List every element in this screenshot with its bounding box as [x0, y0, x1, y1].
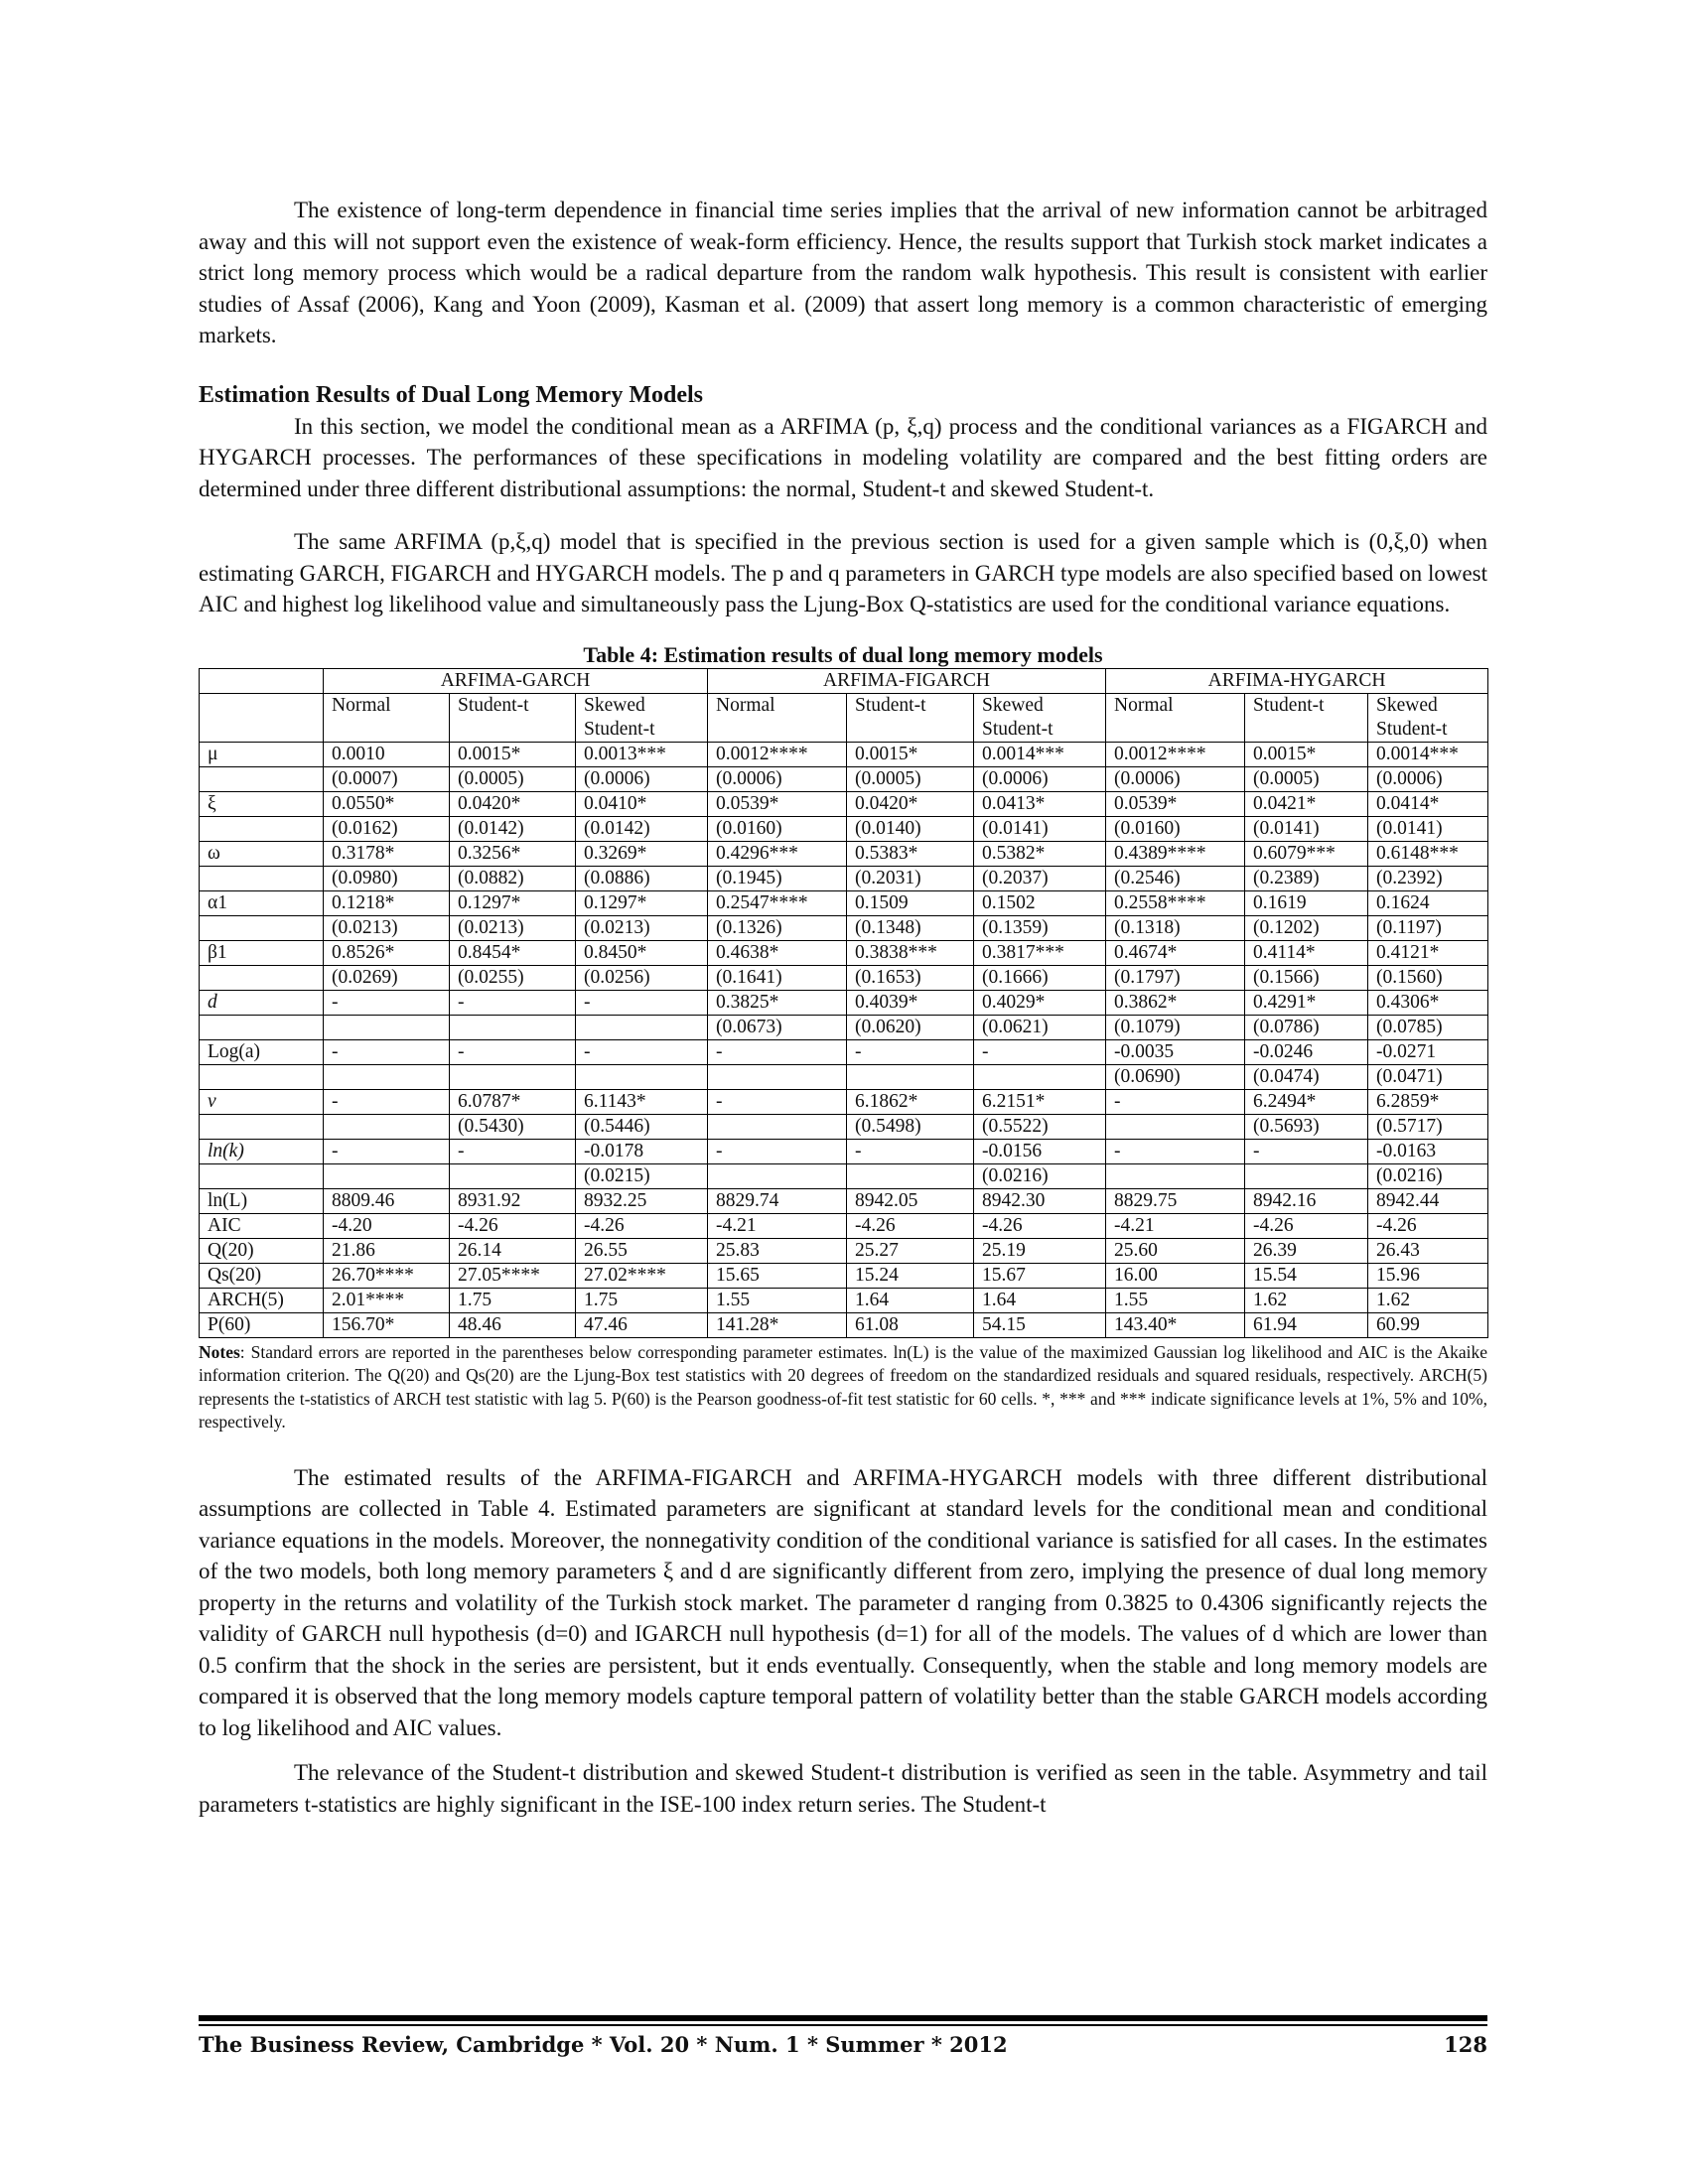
table-cell: 0.0420*: [847, 791, 974, 816]
table-cell: (0.0256): [576, 965, 708, 990]
table-cell: 8932.25: [576, 1188, 708, 1213]
table-cell: 26.43: [1368, 1238, 1488, 1263]
table-cell: 26.55: [576, 1238, 708, 1263]
table-cell: (0.1197): [1368, 915, 1488, 940]
table-cell: 0.0550*: [324, 791, 450, 816]
table-cell: (0.5717): [1368, 1114, 1488, 1139]
table-cell: 1.62: [1368, 1288, 1488, 1312]
table-cell: (0.1359): [974, 915, 1106, 940]
table-cell: (0.1326): [708, 915, 847, 940]
table-cell: [708, 1114, 847, 1139]
table-row: [200, 965, 1488, 990]
table-row: [200, 915, 1488, 940]
table-cell: 2.01****: [324, 1288, 450, 1312]
table-cell: -: [324, 1089, 450, 1114]
table-cell: -4.26: [450, 1213, 576, 1238]
table-cell: 54.15: [974, 1312, 1106, 1337]
table-row: [200, 1163, 1488, 1188]
table-cell: (0.0216): [1368, 1163, 1488, 1188]
table-cell: (0.5498): [847, 1114, 974, 1139]
table-cell: 6.1143*: [576, 1089, 708, 1114]
table-cell: 8809.46: [324, 1188, 450, 1213]
table-cell: 8942.44: [1368, 1188, 1488, 1213]
table-row-label: P(60): [200, 1312, 324, 1337]
table-row: [200, 1015, 1488, 1039]
table-row: [200, 1188, 1488, 1213]
table-cell: -: [708, 1139, 847, 1163]
table-cell: 47.46: [576, 1312, 708, 1337]
table-cell: -0.0156: [974, 1139, 1106, 1163]
table-cell: (0.1318): [1106, 915, 1245, 940]
table-cell: (0.0980): [324, 866, 450, 890]
dist-header: Normal: [324, 693, 450, 742]
table-cell: 0.1502: [974, 890, 1106, 915]
table-cell: (0.0140): [847, 816, 974, 841]
table-row-label: [200, 965, 324, 990]
table-row: [200, 791, 1488, 816]
dist-header: Skewed Student-t: [1368, 693, 1488, 742]
table-cell: 15.24: [847, 1263, 974, 1288]
table-group-header-row: [200, 668, 1488, 693]
table-cell: (0.2546): [1106, 866, 1245, 890]
table-row-label: ln(k): [200, 1139, 324, 1163]
table-cell: 8942.16: [1245, 1188, 1368, 1213]
table-cell: 6.1862*: [847, 1089, 974, 1114]
table-cell: 0.0410*: [576, 791, 708, 816]
table-row: [200, 1238, 1488, 1263]
table-cell: [576, 1064, 708, 1089]
table-cell: -: [576, 1039, 708, 1064]
table-row-label: Q(20): [200, 1238, 324, 1263]
table-cell: -: [1106, 1089, 1245, 1114]
table-cell: (0.0005): [450, 766, 576, 791]
section-heading: Estimation Results of Dual Long Memory Models: [199, 381, 703, 408]
footer-page-number: 128: [1444, 2032, 1487, 2057]
table-cell: (0.0006): [708, 766, 847, 791]
table-caption: Table 4: Estimation results of dual long memory models: [583, 641, 1103, 667]
table-cell: (0.5446): [576, 1114, 708, 1139]
table-cell: (0.0006): [1368, 766, 1488, 791]
table-cell: -4.26: [974, 1213, 1106, 1238]
table-cell: 0.1509: [847, 890, 974, 915]
group-header-hygarch: ARFIMA-HYGARCH: [1106, 668, 1488, 693]
table-cell: 0.3256*: [450, 841, 576, 866]
group-header-garch: ARFIMA-GARCH: [324, 668, 708, 693]
table-row: [200, 1288, 1488, 1312]
table-row: [200, 1039, 1488, 1064]
table-row-label: AIC: [200, 1213, 324, 1238]
group-header-figarch: ARFIMA-FIGARCH: [708, 668, 1106, 693]
table-cell: 0.8454*: [450, 940, 576, 965]
dist-header: Normal: [1106, 693, 1245, 742]
table-cell: 0.0014***: [974, 742, 1106, 766]
table-notes: [199, 1341, 1487, 1434]
table-cell: (0.5693): [1245, 1114, 1368, 1139]
table-cell: 0.3862*: [1106, 990, 1245, 1015]
dist-header: Normal: [708, 693, 847, 742]
table-cell: 0.3825*: [708, 990, 847, 1015]
table-cell: (0.2037): [974, 866, 1106, 890]
table-cell: -: [1106, 1139, 1245, 1163]
table-cell: 1.55: [1106, 1288, 1245, 1312]
table-cell: 0.1297*: [576, 890, 708, 915]
table-cell: 0.0539*: [1106, 791, 1245, 816]
table-cell: 1.64: [974, 1288, 1106, 1312]
table-cell: 0.4638*: [708, 940, 847, 965]
table-cell: (0.1348): [847, 915, 974, 940]
table-row-label: ln(L): [200, 1188, 324, 1213]
footer-journal: The Business Review, Cambridge * Vol. 20 * Num. 1 * Summer * 2012: [199, 2032, 1008, 2057]
table-cell: 0.4674*: [1106, 940, 1245, 965]
table-cell: -0.0178: [576, 1139, 708, 1163]
table-body: [200, 742, 1488, 1337]
table-cell: [847, 1064, 974, 1089]
table-corner-cell: [200, 668, 324, 693]
table-cell: 0.2558****: [1106, 890, 1245, 915]
table-cell: 0.4114*: [1245, 940, 1368, 965]
table-cell: -4.26: [1368, 1213, 1488, 1238]
table-cell: 0.4029*: [974, 990, 1106, 1015]
table-cell: [450, 1064, 576, 1089]
table-cell: (0.0006): [974, 766, 1106, 791]
table-cell: (0.0269): [324, 965, 450, 990]
table-cell: (0.0141): [1245, 816, 1368, 841]
table-cell: 0.1218*: [324, 890, 450, 915]
table-cell: (0.1560): [1368, 965, 1488, 990]
table-cell: 0.4296***: [708, 841, 847, 866]
table-cell: 0.0013***: [576, 742, 708, 766]
table-cell: 0.1619: [1245, 890, 1368, 915]
table-cell: 60.99: [1368, 1312, 1488, 1337]
table-cell: (0.0160): [708, 816, 847, 841]
table-cell: 1.62: [1245, 1288, 1368, 1312]
table-row-label: [200, 866, 324, 890]
table-row: [200, 1114, 1488, 1139]
table-cell: (0.0886): [576, 866, 708, 890]
table-row-label: β1: [200, 940, 324, 965]
table-row: [200, 1064, 1488, 1089]
dist-header: Student-t: [1245, 693, 1368, 742]
table-cell: 1.75: [576, 1288, 708, 1312]
table-cell: -4.26: [1245, 1213, 1368, 1238]
table-row: [200, 1139, 1488, 1163]
table-cell: -: [708, 1089, 847, 1114]
table-cell: 27.05****: [450, 1263, 576, 1288]
table-cell: 0.0012****: [708, 742, 847, 766]
table-cell: 25.27: [847, 1238, 974, 1263]
page-content: [199, 195, 1487, 1820]
notes-text: : Standard errors are reported in the parentheses below corresponding parameter estimates. ln(L) is the value of the maximized Gaussian log likelihood and AIC is the Akaike information criterion. The Q(20) and Qs(20) are the Ljung-Box test statistics with 20 degrees of freedom on the standardized residuals and squared residuals, respectively. ARCH(5) represents the t-statistics of ARCH test statistic with lag 5. P(60) is the Pearson goodness-of-fit test statistic for 60 cells. *, *** and *** indicate significance levels at 1%, 5% and 10%, respectively.: [199, 1341, 1487, 1432]
table-row-label: Qs(20): [200, 1263, 324, 1288]
table-cell: (0.0255): [450, 965, 576, 990]
paragraph-estimated-results: The estimated results of the ARFIMA-FIGARCH and ARFIMA-HYGARCH models with three different distributional assumptions are collected in Table 4. Estimated parameters are significant at standard levels for the conditional mean and conditional variance equations in the models. Moreover, the nonnegativity condition of the conditional variance is satisfied for all cases. In the estimates of the two models, both long memory parameters ξ and d are significantly different from zero, implying the presence of dual long memory property in the returns and volatility of the Turkish stock market. The parameter d ranging from 0.3825 to 0.4306 significantly rejects the validity of GARCH null hypothesis (d=0) and IGARCH null hypothesis (d=1) for all of the models. The values of d which are lower than 0.5 confirm that the shock in the series are persistent, but it ends eventually. Consequently, when the stable and long memory models are compared it is observed that the long memory models capture temporal pattern of volatility better than the stable GARCH models according to log likelihood and AIC values.: [199, 1464, 1487, 1740]
table-cell: (0.0471): [1368, 1064, 1488, 1089]
table-cell: (0.0162): [324, 816, 450, 841]
table-cell: -: [847, 1139, 974, 1163]
table-cell: -4.21: [708, 1213, 847, 1238]
table-cell: 26.39: [1245, 1238, 1368, 1263]
table-cell: -: [450, 990, 576, 1015]
table-cell: 21.86: [324, 1238, 450, 1263]
table-row: [200, 990, 1488, 1015]
table-cell: [450, 1163, 576, 1188]
table-cell: (0.0141): [974, 816, 1106, 841]
table-cell: 25.19: [974, 1238, 1106, 1263]
table-cell: (0.0006): [1106, 766, 1245, 791]
table-cell: (0.0882): [450, 866, 576, 890]
table-cell: 143.40*: [1106, 1312, 1245, 1337]
footer-rule-thick: [199, 2015, 1487, 2021]
table-distribution-header-row: [200, 693, 1488, 742]
table-row: [200, 890, 1488, 915]
table-row-label: [200, 1114, 324, 1139]
table-cell: 0.1624: [1368, 890, 1488, 915]
table-cell: [1106, 1163, 1245, 1188]
table-cell: 25.83: [708, 1238, 847, 1263]
paragraph-model-description: In this section, we model the conditional mean as a ARFIMA (p, ξ,q) process and the conditional variances as a FIGARCH and HYGARCH processes. The performances of these specifications in modeling volatility are compared and the best fitting orders are determined under three different distributional assumptions: the normal, Student-t and skewed Student-t.: [199, 413, 1487, 501]
table-row-label: d: [200, 990, 324, 1015]
table-cell: 6.0787*: [450, 1089, 576, 1114]
table-row: [200, 816, 1488, 841]
table-cell: 0.8450*: [576, 940, 708, 965]
table-cell: [324, 1114, 450, 1139]
table-cell: 0.0421*: [1245, 791, 1368, 816]
table-row: [200, 766, 1488, 791]
table-cell: 15.96: [1368, 1263, 1488, 1288]
table-row-label: μ: [200, 742, 324, 766]
table-cell: 0.0012****: [1106, 742, 1245, 766]
table-cell: (0.0160): [1106, 816, 1245, 841]
table-cell: 8931.92: [450, 1188, 576, 1213]
table-cell: [324, 1163, 450, 1188]
table-row: [200, 742, 1488, 766]
table-cell: -: [450, 1139, 576, 1163]
footer-rule-thin: [199, 2024, 1487, 2026]
table-cell: 61.94: [1245, 1312, 1368, 1337]
table-cell: 0.1297*: [450, 890, 576, 915]
table-cell: [708, 1064, 847, 1089]
estimation-results-table: [199, 668, 1488, 1338]
dist-header: Skewed Student-t: [974, 693, 1106, 742]
table-cell: 0.8526*: [324, 940, 450, 965]
table-row-label: [200, 766, 324, 791]
table-row: [200, 841, 1488, 866]
table-cell: (0.0786): [1245, 1015, 1368, 1039]
table-cell: (0.2031): [847, 866, 974, 890]
table-cell: (0.0690): [1106, 1064, 1245, 1089]
table-cell: (0.0006): [576, 766, 708, 791]
table-cell: [576, 1015, 708, 1039]
table-cell: (0.1566): [1245, 965, 1368, 990]
table-cell: -4.21: [1106, 1213, 1245, 1238]
dist-header: Skewed Student-t: [576, 693, 708, 742]
table-cell: 0.6079***: [1245, 841, 1368, 866]
table-cell: 6.2151*: [974, 1089, 1106, 1114]
table-cell: 0.0014***: [1368, 742, 1488, 766]
table-cell: 15.54: [1245, 1263, 1368, 1288]
table-cell: [324, 1064, 450, 1089]
table-cell: -: [847, 1039, 974, 1064]
table-cell: 6.2494*: [1245, 1089, 1368, 1114]
table-cell: (0.0142): [450, 816, 576, 841]
table-cell: 25.60: [1106, 1238, 1245, 1263]
table-cell: (0.0215): [576, 1163, 708, 1188]
table-cell: (0.5430): [450, 1114, 576, 1139]
table-cell: 141.28*: [708, 1312, 847, 1337]
table-cell: 8942.30: [974, 1188, 1106, 1213]
table-cell: -4.26: [847, 1213, 974, 1238]
table-cell: -0.0246: [1245, 1039, 1368, 1064]
table-cell: 16.00: [1106, 1263, 1245, 1288]
table-row: [200, 1213, 1488, 1238]
table-cell: 8829.74: [708, 1188, 847, 1213]
table-cell: 26.14: [450, 1238, 576, 1263]
table-cell: 15.67: [974, 1263, 1106, 1288]
table-cell: (0.1653): [847, 965, 974, 990]
table-cell: 1.55: [708, 1288, 847, 1312]
paragraph-long-term-dependence: The existence of long-term dependence in financial time series implies that the arrival of new information cannot be arbitraged away and this will not support even the existence of weak-form efficiency. Hence, the results support that Turkish stock market indicates a strict long memory process which would be a radical departure from the random walk hypothesis. This result is consistent with earlier studies of Assaf (2006), Kang and Yoon (2009), Kasman et al. (2009) that assert long memory is a common characteristic of emerging markets.: [199, 198, 1487, 347]
table-cell: (0.0141): [1368, 816, 1488, 841]
paragraph-student-t-relevance: The relevance of the Student-t distribution and skewed Student-t distribution is verified as seen in the table. Asymmetry and tail parameters t-statistics are highly significant in the ISE-100 index return series. The Student-t: [199, 1760, 1487, 1817]
table-cell: (0.1202): [1245, 915, 1368, 940]
table-cell: 1.75: [450, 1288, 576, 1312]
table-cell: 1.64: [847, 1288, 974, 1312]
table-row-label: [200, 915, 324, 940]
table-cell: 0.3838***: [847, 940, 974, 965]
table-cell: 8829.75: [1106, 1188, 1245, 1213]
table-cell: -: [974, 1039, 1106, 1064]
table-cell: 0.2547****: [708, 890, 847, 915]
table-cell: (0.2389): [1245, 866, 1368, 890]
table-cell: (0.0213): [450, 915, 576, 940]
table-cell: (0.0216): [974, 1163, 1106, 1188]
table-row-label: [200, 1064, 324, 1089]
table-cell: -: [324, 990, 450, 1015]
dist-header: Student-t: [450, 693, 576, 742]
table-cell: 15.65: [708, 1263, 847, 1288]
table-cell: -: [1245, 1139, 1368, 1163]
table-row-label: [200, 1163, 324, 1188]
table-cell: -: [324, 1139, 450, 1163]
table-cell: -: [708, 1039, 847, 1064]
table-cell: 0.5382*: [974, 841, 1106, 866]
table-cell: 8942.05: [847, 1188, 974, 1213]
table-row: [200, 1312, 1488, 1337]
table-cell: 0.5383*: [847, 841, 974, 866]
table-row-label: [200, 1015, 324, 1039]
table-cell: (0.2392): [1368, 866, 1488, 890]
table-row-label: [200, 816, 324, 841]
table-cell: (0.0620): [847, 1015, 974, 1039]
table-cell: (0.0007): [324, 766, 450, 791]
table-cell: 61.08: [847, 1312, 974, 1337]
table-row-label: ξ: [200, 791, 324, 816]
table-cell: 0.0413*: [974, 791, 1106, 816]
table-cell: -0.0271: [1368, 1039, 1488, 1064]
table-cell: 48.46: [450, 1312, 576, 1337]
table-cell: -0.0035: [1106, 1039, 1245, 1064]
table-row: [200, 866, 1488, 890]
table-cell: 0.0015*: [1245, 742, 1368, 766]
table-cell: (0.0005): [1245, 766, 1368, 791]
notes-label: Notes: [199, 1341, 240, 1362]
table-cell: 0.0539*: [708, 791, 847, 816]
table-corner-cell: [200, 693, 324, 742]
table-row: [200, 940, 1488, 965]
table-cell: (0.1641): [708, 965, 847, 990]
table-cell: 0.4291*: [1245, 990, 1368, 1015]
table-cell: (0.1945): [708, 866, 847, 890]
table-cell: (0.0673): [708, 1015, 847, 1039]
table-cell: (0.0474): [1245, 1064, 1368, 1089]
table-cell: 0.0015*: [450, 742, 576, 766]
table-cell: 0.6148***: [1368, 841, 1488, 866]
table-cell: 0.0414*: [1368, 791, 1488, 816]
table-cell: -4.26: [576, 1213, 708, 1238]
table-cell: (0.1666): [974, 965, 1106, 990]
table-cell: 0.4389****: [1106, 841, 1245, 866]
table-cell: [974, 1064, 1106, 1089]
table-row-label: α1: [200, 890, 324, 915]
table-row: [200, 1263, 1488, 1288]
table-cell: (0.1079): [1106, 1015, 1245, 1039]
table-row-label: ω: [200, 841, 324, 866]
table-cell: (0.0213): [576, 915, 708, 940]
table-cell: (0.0213): [324, 915, 450, 940]
table-row-label: Log(a): [200, 1039, 324, 1064]
table-cell: -: [450, 1039, 576, 1064]
table-cell: 26.70****: [324, 1263, 450, 1288]
table-cell: (0.0142): [576, 816, 708, 841]
table-row-label: v: [200, 1089, 324, 1114]
table-cell: 0.3178*: [324, 841, 450, 866]
table-cell: -4.20: [324, 1213, 450, 1238]
table-cell: (0.0785): [1368, 1015, 1488, 1039]
dist-header: Student-t: [847, 693, 974, 742]
table-cell: 27.02****: [576, 1263, 708, 1288]
paragraph-arfima-specification: The same ARFIMA (p,ξ,q) model that is specified in the previous section is used for a given sample which is (0,ξ,0) when estimating GARCH, FIGARCH and HYGARCH models. The p and q parameters in GARCH type models are also specified based on lowest AIC and highest log likelihood value and simultaneously pass the Ljung-Box Q-statistics are used for the conditional variance equations.: [199, 529, 1487, 616]
table-cell: -: [576, 990, 708, 1015]
table-cell: [1245, 1163, 1368, 1188]
table-cell: 0.0420*: [450, 791, 576, 816]
table-cell: 0.4306*: [1368, 990, 1488, 1015]
table-cell: 0.4121*: [1368, 940, 1488, 965]
table-cell: [324, 1015, 450, 1039]
table-cell: 0.3269*: [576, 841, 708, 866]
table-cell: [708, 1163, 847, 1188]
table-cell: 0.3817***: [974, 940, 1106, 965]
table-row: [200, 1089, 1488, 1114]
page-footer: [199, 2015, 1487, 2057]
table-cell: (0.1797): [1106, 965, 1245, 990]
table-cell: [450, 1015, 576, 1039]
table-cell: 0.0015*: [847, 742, 974, 766]
table-cell: [1106, 1114, 1245, 1139]
table-cell: 6.2859*: [1368, 1089, 1488, 1114]
table-cell: 156.70*: [324, 1312, 450, 1337]
table-cell: 0.0010: [324, 742, 450, 766]
table-cell: -: [324, 1039, 450, 1064]
table-cell: (0.0621): [974, 1015, 1106, 1039]
table-row-label: ARCH(5): [200, 1288, 324, 1312]
table-cell: [847, 1163, 974, 1188]
table-cell: (0.5522): [974, 1114, 1106, 1139]
table-cell: 0.4039*: [847, 990, 974, 1015]
table-cell: (0.0005): [847, 766, 974, 791]
table-cell: -0.0163: [1368, 1139, 1488, 1163]
